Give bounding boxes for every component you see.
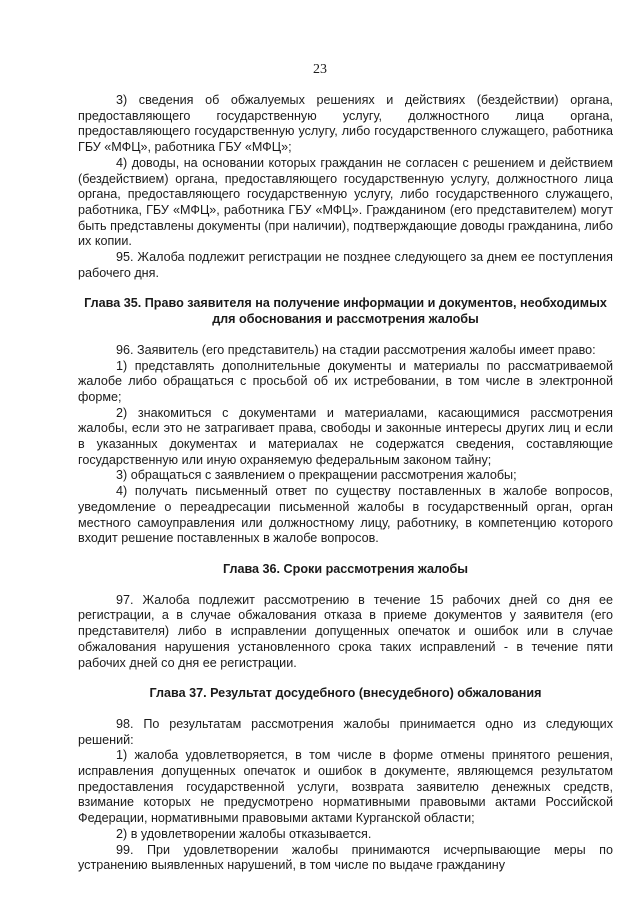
paragraph-96-item-4: 4) получать письменный ответ по существу поставленных в жалобе вопросов, уведомление о переадресации письменной жалобы в государственный орган, орган местного самоуправления или должностному лицу, работнику, в компетенцию которого входит решение поставленных в жалобе вопросов.: [78, 484, 613, 546]
document-body: [78, 93, 613, 874]
paragraph-97: 97. Жалоба подлежит рассмотрению в течение 15 рабочих дней со дня ее регистрации, а в случае обжалования отказа в приеме документов у заявителя (его представителя) либо в исправлении допущенных опечаток и ошибок или в случае обжалования нарушения установленного срока таких исправлений - в течение пяти рабочих дней со дня ее регистрации.: [78, 592, 613, 670]
paragraph-4-arguments: 4) доводы, на основании которых гражданин не согласен с решением и действием (бездействием) органа, предоставляющего государственную услугу, должностного лица органа, предоставляющего государственную услугу, либо государственного служащего, работника, ГБУ «МФЦ», работника ГБУ «МФЦ». Гражданином (его представителем) могут быть представлены документы (при наличии), подтверждающие доводы гражданина, либо их копии.: [78, 155, 613, 249]
paragraph-95: 95. Жалоба подлежит регистрации не позднее следующего за днем ее поступления рабочего дня.: [78, 250, 613, 280]
paragraph-98: 98. По результатам рассмотрения жалобы принимается одно из следующих решений:: [78, 716, 613, 747]
paragraph-98-item-2: 2) в удовлетворении жалобы отказывается.: [116, 826, 372, 841]
paragraph-96-item-2: 2) знакомиться с документами и материалами, касающимися рассмотрения жалобы, если это не затрагивает права, свободы и законные интересы других лиц и если в указанных документах и материалах не содержатся сведения, составляющие государственную или иную охраняемую федеральным законом тайну;: [78, 405, 613, 467]
paragraph-3-complaint-details: 3) сведения об обжалуемых решениях и действиях (бездействии) органа, предоставляющего государственную услугу, должностного лица органа, предоставляющего государственную услугу, либо государственного служащего, работника ГБУ «МФЦ», работника ГБУ «МФЦ»;: [78, 93, 613, 155]
chapter-37-heading: Глава 37. Результат досудебного (внесудебного) обжалования: [149, 686, 542, 701]
paragraph-99: 99. При удовлетворении жалобы принимаются исчерпывающие меры по устранению выявленных нарушений, в том числе по выдаче гражданину: [78, 842, 613, 873]
page-number: 23: [313, 62, 327, 77]
paragraph-98-item-1: 1) жалоба удовлетворяется, в том числе в форме отмены принятого решения, исправления допущенных опечаток и ошибок в документе, являющемся результатом предоставления государственной услуги, возврата заявителю денежных средств, взимание которых не предусмотрено нормативными правовыми актами Российской Федерации, нормативными правовыми актами Курганской области;: [78, 748, 613, 826]
paragraph-96-item-1: 1) представлять дополнительные документы и материалы по рассматриваемой жалобе либо обращаться с просьбой об их истребовании, в том числе в электронной форме;: [78, 358, 613, 404]
chapter-35-heading: Глава 35. Право заявителя на получение информации и документов, необходимых для обоснования и рассмотрения жалобы: [84, 296, 607, 327]
chapter-36-heading: Глава 36. Сроки рассмотрения жалобы: [222, 561, 469, 576]
paragraph-96-item-3: 3) обращаться с заявлением о прекращении рассмотрения жалобы;: [116, 468, 517, 483]
paragraph-96: 96. Заявитель (его представитель) на стадии рассмотрения жалобы имеет право:: [116, 342, 596, 357]
